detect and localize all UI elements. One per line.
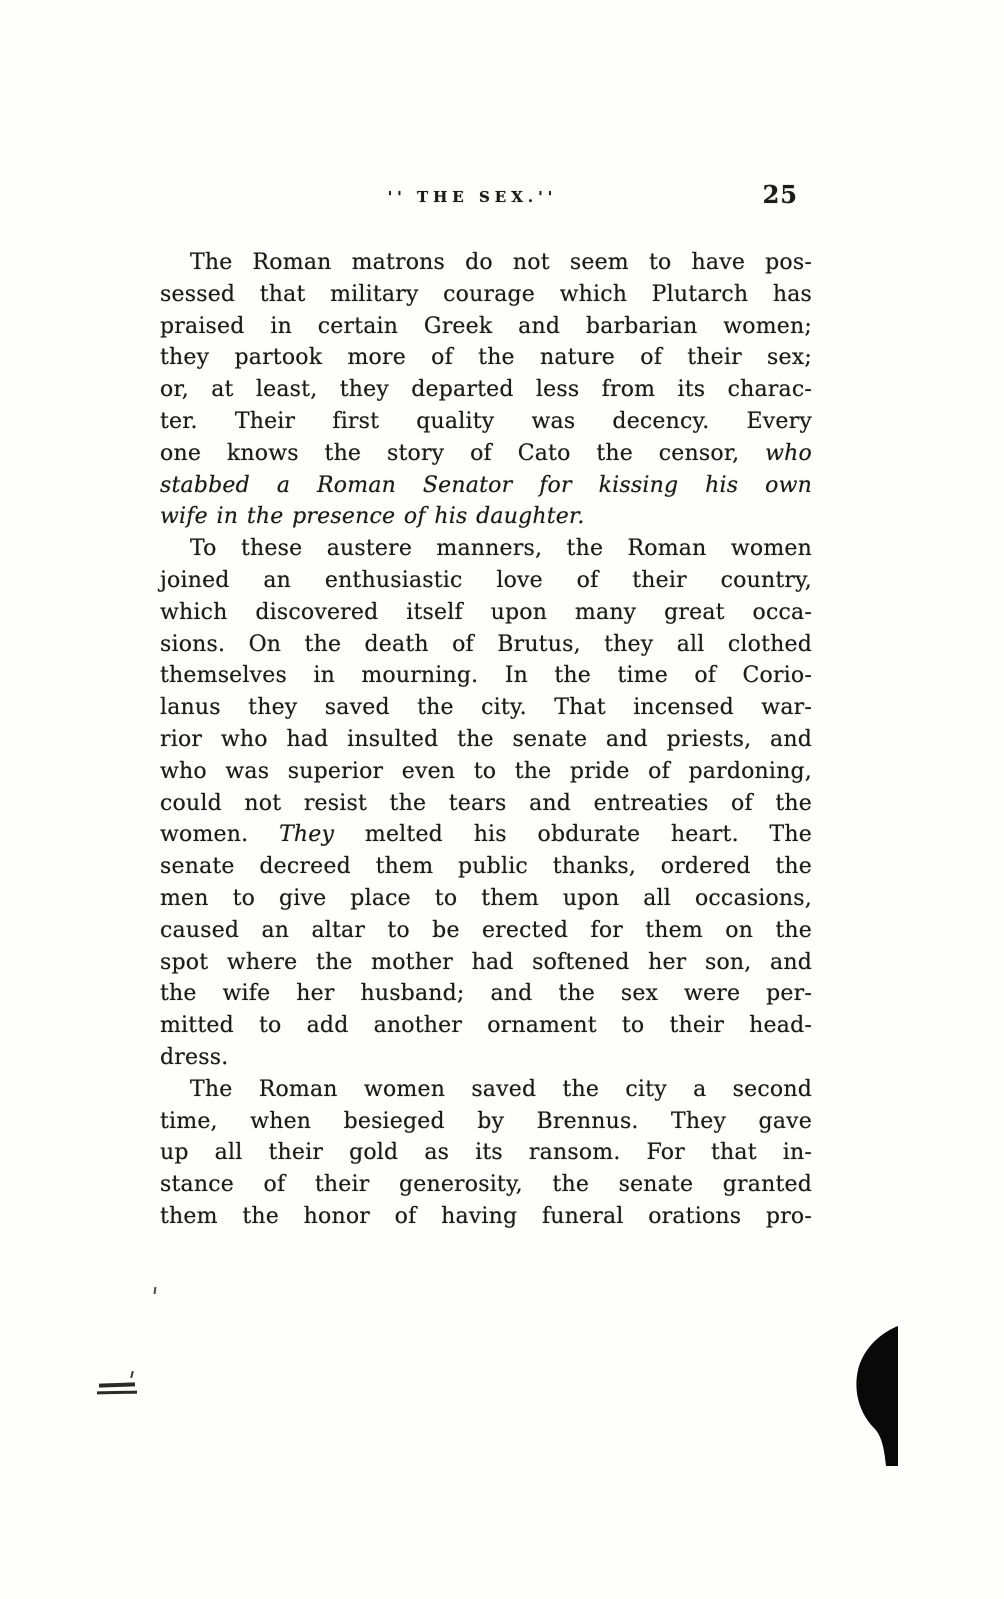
- page-content: [160, 180, 812, 1233]
- text-line: [160, 311, 812, 343]
- text-line: [160, 915, 812, 947]
- text-line: [160, 342, 812, 374]
- body-text: The Roman matrons do not seem to have pos-: [190, 250, 812, 275]
- body-text: or, at least, they departed less from its charac-: [160, 377, 812, 403]
- italic-text: stabbed a Roman Senator for kissing his own: [160, 472, 812, 498]
- body-text: up all their gold as its ransom. For that in-: [160, 1140, 812, 1166]
- page-number: 25: [762, 180, 798, 209]
- text-line: [160, 438, 812, 470]
- body-text: spot where the mother had softened her son, and: [160, 949, 812, 975]
- text-line: [160, 660, 812, 692]
- text-line: [160, 247, 812, 279]
- text-line: [160, 978, 812, 1010]
- body-text: sessed that military courage which Plutarch has: [160, 281, 812, 307]
- text-line: [160, 279, 812, 311]
- text-line: [160, 756, 812, 788]
- text-line: [160, 1106, 812, 1138]
- body-text: could not resist the tears and entreaties of the: [160, 790, 812, 816]
- body-text: which discovered itself upon many great occa-: [160, 599, 812, 625]
- body-text: them the honor of having funeral orations pro-: [160, 1203, 812, 1229]
- body-text: stance of their generosity, the senate granted: [160, 1172, 812, 1198]
- text-line: [160, 374, 812, 406]
- body-text: caused an altar to be erected for them on the: [160, 917, 812, 943]
- text-line: [160, 1169, 812, 1201]
- scan-artifact-speck: [154, 1287, 157, 1294]
- body-text: time, when besieged by Brennus. They gave: [160, 1108, 812, 1134]
- text-line: [160, 1137, 812, 1169]
- text-line: [160, 883, 812, 915]
- italic-text: wife in the presence of his daughter.: [160, 504, 585, 530]
- body-text: The Roman women saved the city a second: [190, 1076, 812, 1102]
- text-line: [160, 692, 812, 724]
- body-text: To these austere manners, the Roman women: [190, 536, 812, 562]
- scan-artifact-blob: [850, 1326, 898, 1466]
- text-line: [160, 1201, 812, 1233]
- italic-text: who: [765, 440, 812, 466]
- text-line: [160, 565, 812, 597]
- header-title: '' THE SEX.'': [387, 188, 558, 206]
- body-text: who was superior even to the pride of pardoning,: [160, 758, 812, 784]
- italic-text: They: [279, 822, 335, 848]
- body-text: lanus they saved the city. That incensed war-: [160, 695, 812, 721]
- text-line: [160, 597, 812, 629]
- scan-artifact-mark: [99, 1382, 135, 1387]
- text-line: [160, 819, 812, 851]
- text-line: [160, 1010, 812, 1042]
- body-text: one knows the story of Cato the censor,: [160, 440, 766, 466]
- text-line: [160, 501, 812, 533]
- body-text: mitted to add another ornament to their head-: [160, 1013, 812, 1039]
- text-line: [160, 851, 812, 883]
- running-header: [160, 180, 812, 214]
- body-text: dress.: [160, 1044, 229, 1070]
- body-text: sions. On the death of Brutus, they all clothed: [160, 631, 812, 657]
- scan-artifact-tick: [130, 1371, 134, 1378]
- text-line: [160, 1042, 812, 1074]
- body-text: melted his obdurate heart. The: [334, 822, 812, 848]
- body-text: senate decreed them public thanks, ordered the: [160, 854, 812, 880]
- text-line: [160, 947, 812, 979]
- body-text: men to give place to them upon all occasions,: [160, 885, 812, 911]
- text-line: [160, 470, 812, 502]
- body-text: joined an enthusiastic love of their country,: [160, 567, 812, 593]
- body-text: themselves in mourning. In the time of Corio-: [160, 663, 812, 689]
- body-text: praised in certain Greek and barbarian women;: [160, 313, 812, 339]
- text-block: [160, 247, 812, 1233]
- text-line: [160, 406, 812, 438]
- body-text: ter. Their first quality was decency. Every: [160, 408, 812, 434]
- body-text: rior who had insulted the senate and priests, and: [160, 726, 812, 752]
- body-text: they partook more of the nature of their sex;: [160, 345, 812, 371]
- text-line: [160, 629, 812, 661]
- body-text: the wife her husband; and the sex were per-: [160, 981, 812, 1007]
- text-line: [160, 1074, 812, 1106]
- text-line: [160, 724, 812, 756]
- scan-artifact-mark: [97, 1391, 137, 1395]
- text-line: [160, 533, 812, 565]
- body-text: women.: [160, 822, 280, 848]
- text-line: [160, 788, 812, 820]
